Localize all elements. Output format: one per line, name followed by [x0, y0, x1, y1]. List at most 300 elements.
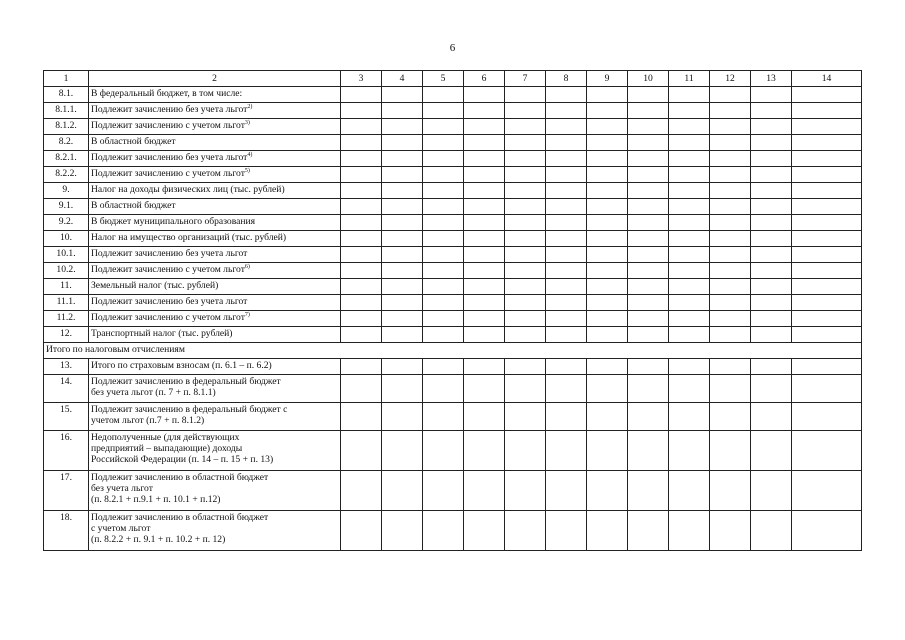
table-row — [44, 403, 862, 431]
value-cell — [710, 327, 751, 343]
row-label-line — [91, 296, 338, 307]
row-label — [89, 199, 341, 215]
value-cell — [669, 167, 710, 183]
value-cell — [792, 511, 862, 551]
row-label — [89, 311, 341, 327]
value-cell — [505, 119, 546, 135]
value-cell — [382, 135, 423, 151]
value-cell — [587, 431, 628, 471]
value-cell — [710, 247, 751, 263]
value-cell — [341, 403, 382, 431]
value-cell — [341, 167, 382, 183]
header-cell: 12 — [710, 71, 751, 87]
value-cell — [751, 431, 792, 471]
value-cell — [341, 87, 382, 103]
value-cell — [464, 87, 505, 103]
value-cell — [710, 403, 751, 431]
row-label — [89, 183, 341, 199]
value-cell — [669, 295, 710, 311]
value-cell — [751, 119, 792, 135]
value-cell — [341, 471, 382, 511]
value-cell — [505, 327, 546, 343]
value-cell — [464, 263, 505, 279]
value-cell — [464, 215, 505, 231]
value-cell — [341, 311, 382, 327]
row-label-line — [91, 168, 338, 179]
row-label-line — [91, 454, 338, 465]
value-cell — [546, 247, 587, 263]
value-cell — [587, 263, 628, 279]
value-cell — [382, 327, 423, 343]
value-cell — [341, 231, 382, 247]
value-cell — [587, 87, 628, 103]
value-cell — [423, 279, 464, 295]
value-cell — [587, 135, 628, 151]
section-title: Итого по налоговым отчислениям — [44, 343, 862, 359]
value-cell — [382, 403, 423, 431]
value-cell — [505, 215, 546, 231]
row-label — [89, 295, 341, 311]
value-cell — [669, 311, 710, 327]
row-label-text: Подлежит зачислению в областной бюджет — [91, 472, 269, 483]
value-cell — [341, 375, 382, 403]
value-cell — [423, 375, 464, 403]
value-cell — [628, 119, 669, 135]
row-number: 9. — [44, 183, 89, 199]
value-cell — [546, 471, 587, 511]
value-cell — [669, 375, 710, 403]
row-label-text: В областной бюджет — [91, 200, 176, 211]
row-label-text: с учетом льгот — [91, 523, 151, 534]
value-cell — [546, 103, 587, 119]
value-cell — [587, 327, 628, 343]
row-label — [89, 403, 341, 431]
value-cell — [587, 151, 628, 167]
value-cell — [423, 87, 464, 103]
value-cell — [505, 103, 546, 119]
row-label-text: Российской Федерации (п. 14 – п. 15 + п. 13) — [91, 454, 274, 465]
value-cell — [751, 135, 792, 151]
value-cell — [546, 167, 587, 183]
value-cell — [792, 167, 862, 183]
value-cell — [382, 183, 423, 199]
value-cell — [423, 199, 464, 215]
value-cell — [587, 215, 628, 231]
value-cell — [710, 119, 751, 135]
row-number: 10.2. — [44, 263, 89, 279]
value-cell — [587, 279, 628, 295]
value-cell — [341, 183, 382, 199]
value-cell — [751, 87, 792, 103]
value-cell — [792, 375, 862, 403]
row-number: 11. — [44, 279, 89, 295]
value-cell — [669, 327, 710, 343]
table-row — [44, 359, 862, 375]
value-cell — [751, 231, 792, 247]
value-cell — [423, 295, 464, 311]
value-cell — [464, 119, 505, 135]
value-cell — [710, 431, 751, 471]
header-cell: 10 — [628, 71, 669, 87]
value-cell — [628, 151, 669, 167]
value-cell — [505, 359, 546, 375]
row-number: 18. — [44, 511, 89, 551]
row-label-text: учетом льгот (п.7 + п. 8.1.2) — [91, 415, 205, 426]
value-cell — [505, 279, 546, 295]
value-cell — [710, 151, 751, 167]
table-row — [44, 119, 862, 135]
row-label-line — [91, 88, 338, 99]
value-cell — [587, 311, 628, 327]
value-cell — [464, 135, 505, 151]
row-label-text: (п. 8.2.1 + п.9.1 + п. 10.1 + п.12) — [91, 494, 221, 505]
value-cell — [628, 231, 669, 247]
page-number: 6 — [449, 42, 456, 54]
table-row — [44, 135, 862, 151]
value-cell — [792, 311, 862, 327]
row-label-text: В федеральный бюджет, в том числе: — [91, 88, 243, 99]
value-cell — [382, 311, 423, 327]
value-cell — [341, 327, 382, 343]
value-cell — [628, 183, 669, 199]
header-cell: 6 — [464, 71, 505, 87]
row-label-text: Подлежит зачислению с учетом льгот — [91, 168, 245, 179]
row-label-text: Подлежит зачислению в федеральный бюджет — [91, 376, 281, 387]
value-cell — [423, 511, 464, 551]
value-cell — [792, 431, 862, 471]
value-cell — [669, 263, 710, 279]
table-row — [44, 167, 862, 183]
value-cell — [341, 359, 382, 375]
value-cell — [587, 167, 628, 183]
value-cell — [546, 359, 587, 375]
row-label-line — [91, 136, 338, 147]
value-cell — [710, 359, 751, 375]
table-row — [44, 431, 862, 471]
table-row — [44, 511, 862, 551]
value-cell — [587, 119, 628, 135]
value-cell — [464, 511, 505, 551]
table-row — [44, 247, 862, 263]
value-cell — [464, 471, 505, 511]
value-cell — [546, 231, 587, 247]
value-cell — [669, 135, 710, 151]
row-label — [89, 87, 341, 103]
value-cell — [710, 311, 751, 327]
value-cell — [382, 215, 423, 231]
value-cell — [669, 279, 710, 295]
footnote-ref: 7) — [244, 311, 250, 318]
value-cell — [710, 511, 751, 551]
row-label-text: Подлежит зачислению в федеральный бюджет с — [91, 404, 288, 415]
row-label — [89, 231, 341, 247]
value-cell — [382, 279, 423, 295]
row-label-line — [91, 387, 338, 398]
row-label-line — [91, 512, 338, 523]
value-cell — [505, 295, 546, 311]
value-cell — [464, 167, 505, 183]
value-cell — [628, 471, 669, 511]
value-cell — [464, 199, 505, 215]
row-number: 11.2. — [44, 311, 89, 327]
value-cell — [546, 135, 587, 151]
row-label-line — [91, 248, 338, 259]
value-cell — [710, 263, 751, 279]
row-label-text: без учета льгот (п. 7 + п. 8.1.1) — [91, 387, 216, 398]
value-cell — [423, 151, 464, 167]
row-label — [89, 167, 341, 183]
header-cell: 7 — [505, 71, 546, 87]
row-label — [89, 103, 341, 119]
row-label — [89, 215, 341, 231]
value-cell — [628, 215, 669, 231]
value-cell — [792, 263, 862, 279]
value-cell — [792, 471, 862, 511]
value-cell — [382, 263, 423, 279]
value-cell — [669, 151, 710, 167]
value-cell — [546, 403, 587, 431]
value-cell — [382, 295, 423, 311]
value-cell — [546, 311, 587, 327]
value-cell — [423, 359, 464, 375]
footnote-ref: 5) — [244, 167, 250, 174]
value-cell — [464, 103, 505, 119]
value-cell — [382, 431, 423, 471]
value-cell — [628, 167, 669, 183]
row-label-text: Подлежит зачислению без учета льгот — [91, 296, 248, 307]
value-cell — [628, 279, 669, 295]
value-cell — [546, 87, 587, 103]
value-cell — [792, 119, 862, 135]
value-cell — [751, 215, 792, 231]
value-cell — [382, 231, 423, 247]
row-label-line — [91, 432, 338, 443]
value-cell — [546, 511, 587, 551]
value-cell — [505, 199, 546, 215]
value-cell — [792, 87, 862, 103]
table-row — [44, 327, 862, 343]
value-cell — [464, 327, 505, 343]
value-cell — [587, 199, 628, 215]
value-cell — [751, 327, 792, 343]
header-row — [44, 71, 862, 87]
row-number: 8.2.1. — [44, 151, 89, 167]
table-row — [44, 87, 862, 103]
value-cell — [587, 471, 628, 511]
row-label-line — [91, 360, 338, 371]
tax-table — [43, 70, 862, 551]
value-cell — [792, 135, 862, 151]
row-number: 8.1. — [44, 87, 89, 103]
value-cell — [423, 215, 464, 231]
value-cell — [628, 263, 669, 279]
row-number: 8.1.1. — [44, 103, 89, 119]
row-number: 15. — [44, 403, 89, 431]
table-row — [44, 279, 862, 295]
row-label-text: Подлежит зачислению с учетом льгот — [91, 120, 245, 131]
header-cell: 4 — [382, 71, 423, 87]
row-label-line — [91, 443, 338, 454]
value-cell — [792, 151, 862, 167]
value-cell — [382, 103, 423, 119]
value-cell — [423, 231, 464, 247]
value-cell — [751, 247, 792, 263]
value-cell — [546, 183, 587, 199]
table-row — [44, 295, 862, 311]
row-label-line — [91, 152, 338, 163]
value-cell — [382, 119, 423, 135]
row-number: 8.2. — [44, 135, 89, 151]
value-cell — [710, 215, 751, 231]
header-cell: 14 — [792, 71, 862, 87]
value-cell — [710, 167, 751, 183]
row-label-text: Земельный налог (тыс. рублей) — [91, 280, 219, 291]
row-number: 10. — [44, 231, 89, 247]
value-cell — [587, 103, 628, 119]
value-cell — [341, 119, 382, 135]
value-cell — [341, 295, 382, 311]
row-label-line — [91, 120, 338, 131]
value-cell — [423, 431, 464, 471]
value-cell — [751, 471, 792, 511]
section-row — [44, 343, 862, 359]
value-cell — [546, 215, 587, 231]
value-cell — [628, 311, 669, 327]
value-cell — [341, 247, 382, 263]
value-cell — [792, 183, 862, 199]
value-cell — [505, 135, 546, 151]
row-label-line — [91, 104, 338, 115]
value-cell — [751, 403, 792, 431]
value-cell — [669, 247, 710, 263]
value-cell — [710, 295, 751, 311]
row-label-line — [91, 523, 338, 534]
value-cell — [751, 151, 792, 167]
row-label — [89, 135, 341, 151]
row-label-text: Подлежит зачислению с учетом льгот — [91, 312, 245, 323]
value-cell — [464, 151, 505, 167]
header-cell: 3 — [341, 71, 382, 87]
row-label-line — [91, 264, 338, 275]
value-cell — [505, 231, 546, 247]
row-label-line — [91, 534, 338, 545]
value-cell — [423, 135, 464, 151]
value-cell — [341, 279, 382, 295]
value-cell — [382, 167, 423, 183]
value-cell — [423, 263, 464, 279]
value-cell — [587, 247, 628, 263]
header-cell: 9 — [587, 71, 628, 87]
row-label-text: В областной бюджет — [91, 136, 176, 147]
footnote-ref: 3) — [244, 119, 250, 126]
row-label-line — [91, 184, 338, 195]
table-row — [44, 471, 862, 511]
value-cell — [382, 375, 423, 403]
row-label-line — [91, 483, 338, 494]
value-cell — [423, 119, 464, 135]
value-cell — [751, 103, 792, 119]
row-number: 13. — [44, 359, 89, 375]
row-label-text: Недополученные (для действующих — [91, 432, 240, 443]
value-cell — [546, 119, 587, 135]
footnote-ref: 2) — [247, 103, 253, 110]
table-row — [44, 231, 862, 247]
value-cell — [587, 511, 628, 551]
value-cell — [669, 103, 710, 119]
value-cell — [382, 87, 423, 103]
row-number: 14. — [44, 375, 89, 403]
value-cell — [669, 471, 710, 511]
value-cell — [628, 327, 669, 343]
row-label-text: предприятий – выпадающие) доходы — [91, 443, 243, 454]
row-label — [89, 263, 341, 279]
value-cell — [669, 511, 710, 551]
value-cell — [505, 375, 546, 403]
value-cell — [628, 103, 669, 119]
row-label-line — [91, 415, 338, 426]
row-label-text: Подлежит зачислению без учета льгот — [91, 152, 248, 163]
value-cell — [423, 183, 464, 199]
row-label — [89, 279, 341, 295]
value-cell — [792, 359, 862, 375]
value-cell — [464, 247, 505, 263]
value-cell — [628, 375, 669, 403]
value-cell — [628, 295, 669, 311]
value-cell — [382, 359, 423, 375]
table-row — [44, 183, 862, 199]
row-number: 12. — [44, 327, 89, 343]
row-label — [89, 359, 341, 375]
value-cell — [628, 199, 669, 215]
value-cell — [341, 151, 382, 167]
value-cell — [751, 359, 792, 375]
row-label-line — [91, 376, 338, 387]
value-cell — [587, 359, 628, 375]
row-number: 16. — [44, 431, 89, 471]
row-label — [89, 327, 341, 343]
value-cell — [546, 279, 587, 295]
row-label-line — [91, 200, 338, 211]
value-cell — [628, 135, 669, 151]
value-cell — [669, 231, 710, 247]
value-cell — [505, 403, 546, 431]
value-cell — [792, 327, 862, 343]
value-cell — [382, 199, 423, 215]
value-cell — [546, 431, 587, 471]
value-cell — [669, 199, 710, 215]
value-cell — [505, 311, 546, 327]
row-label-text: Подлежит зачислению в областной бюджет — [91, 512, 269, 523]
row-label-line — [91, 216, 338, 227]
header-cell: 1 — [44, 71, 89, 87]
value-cell — [341, 135, 382, 151]
value-cell — [341, 431, 382, 471]
row-label — [89, 431, 341, 471]
row-label — [89, 247, 341, 263]
table-row — [44, 151, 862, 167]
header-cell: 11 — [669, 71, 710, 87]
row-label-line — [91, 232, 338, 243]
row-number: 10.1. — [44, 247, 89, 263]
row-number: 8.2.2. — [44, 167, 89, 183]
row-number: 9.1. — [44, 199, 89, 215]
value-cell — [669, 359, 710, 375]
value-cell — [464, 279, 505, 295]
value-cell — [751, 167, 792, 183]
value-cell — [546, 375, 587, 403]
value-cell — [792, 215, 862, 231]
value-cell — [792, 247, 862, 263]
